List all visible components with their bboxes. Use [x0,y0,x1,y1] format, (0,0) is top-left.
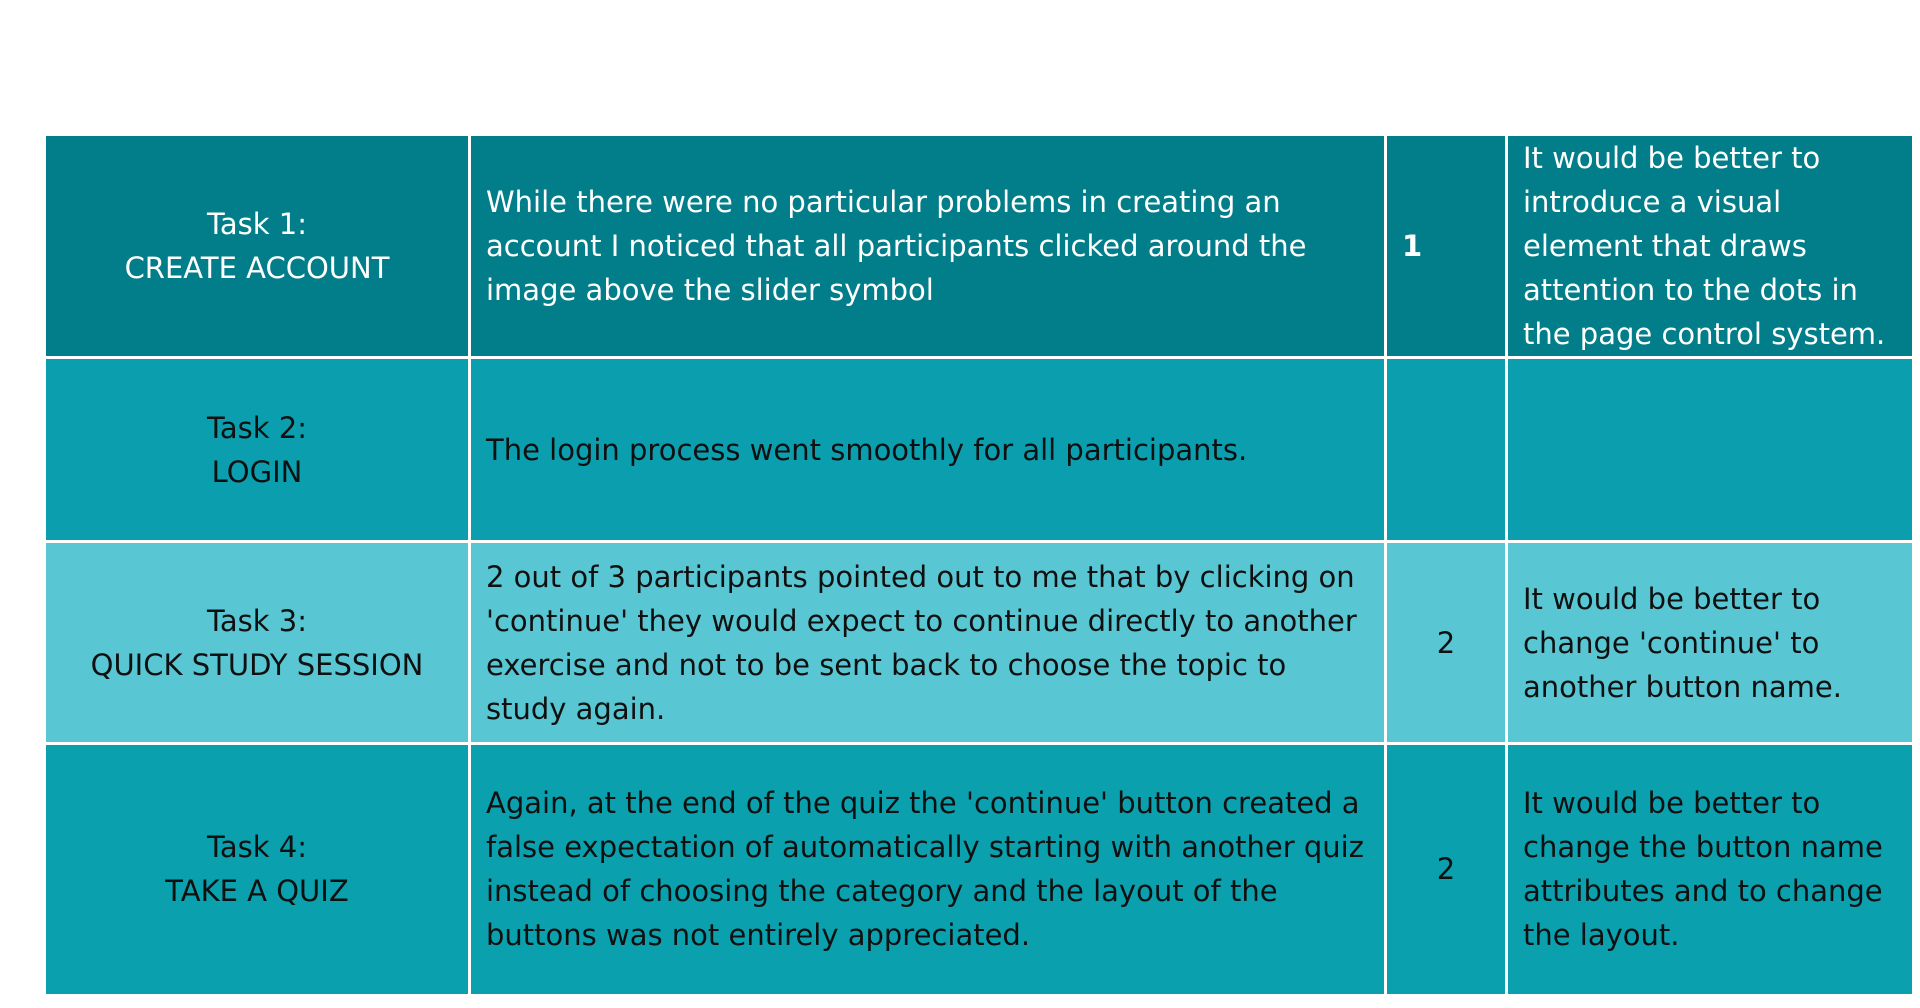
severity-cell [1386,358,1507,542]
description-cell: Again, at the end of the quiz the 'continue' button created a false expectation of automatically starting with another quiz instead of choosing the category and the layout of the buttons was not entirely appreciated. [470,744,1386,994]
task-number: Task 4: [206,830,308,865]
task-name: CREATE ACCOUNT [124,251,390,285]
task-name: LOGIN [211,454,303,489]
severity-cell: 2 [1386,744,1507,994]
table-row [46,542,1912,744]
recommendation-cell: It would be better to change the button name attributes and to change the layout. [1507,744,1913,994]
usability-findings-table [46,136,1912,994]
severity-cell: 1 [1386,136,1507,358]
table-row [46,136,1912,358]
table-row [46,358,1912,542]
severity-cell: 2 [1386,542,1507,744]
recommendation-cell: It would be better to introduce a visual element that draws attention to the dots in the page control system. [1507,136,1913,358]
task-number: Task 1: [206,207,308,241]
description-cell: The login process went smoothly for all participants. [470,358,1386,542]
task-cell [46,542,470,744]
task-cell [46,136,470,358]
recommendation-cell [1507,358,1913,542]
task-number: Task 3: [206,603,308,638]
description-cell: While there were no particular problems in creating an account I noticed that all participants clicked around the image above the slider symbol [470,136,1386,358]
task-number: Task 2: [206,410,308,445]
task-name: TAKE A QUIZ [165,874,349,909]
recommendation-cell: It would be better to change 'continue' to another button name. [1507,542,1913,744]
description-cell: 2 out of 3 participants pointed out to me that by clicking on 'continue' they would expect to continue directly to another exercise and not to be sent back to choose the topic to study again. [470,542,1386,744]
task-cell [46,358,470,542]
table-row [46,744,1912,994]
task-name: QUICK STUDY SESSION [90,647,424,682]
task-cell [46,744,470,994]
